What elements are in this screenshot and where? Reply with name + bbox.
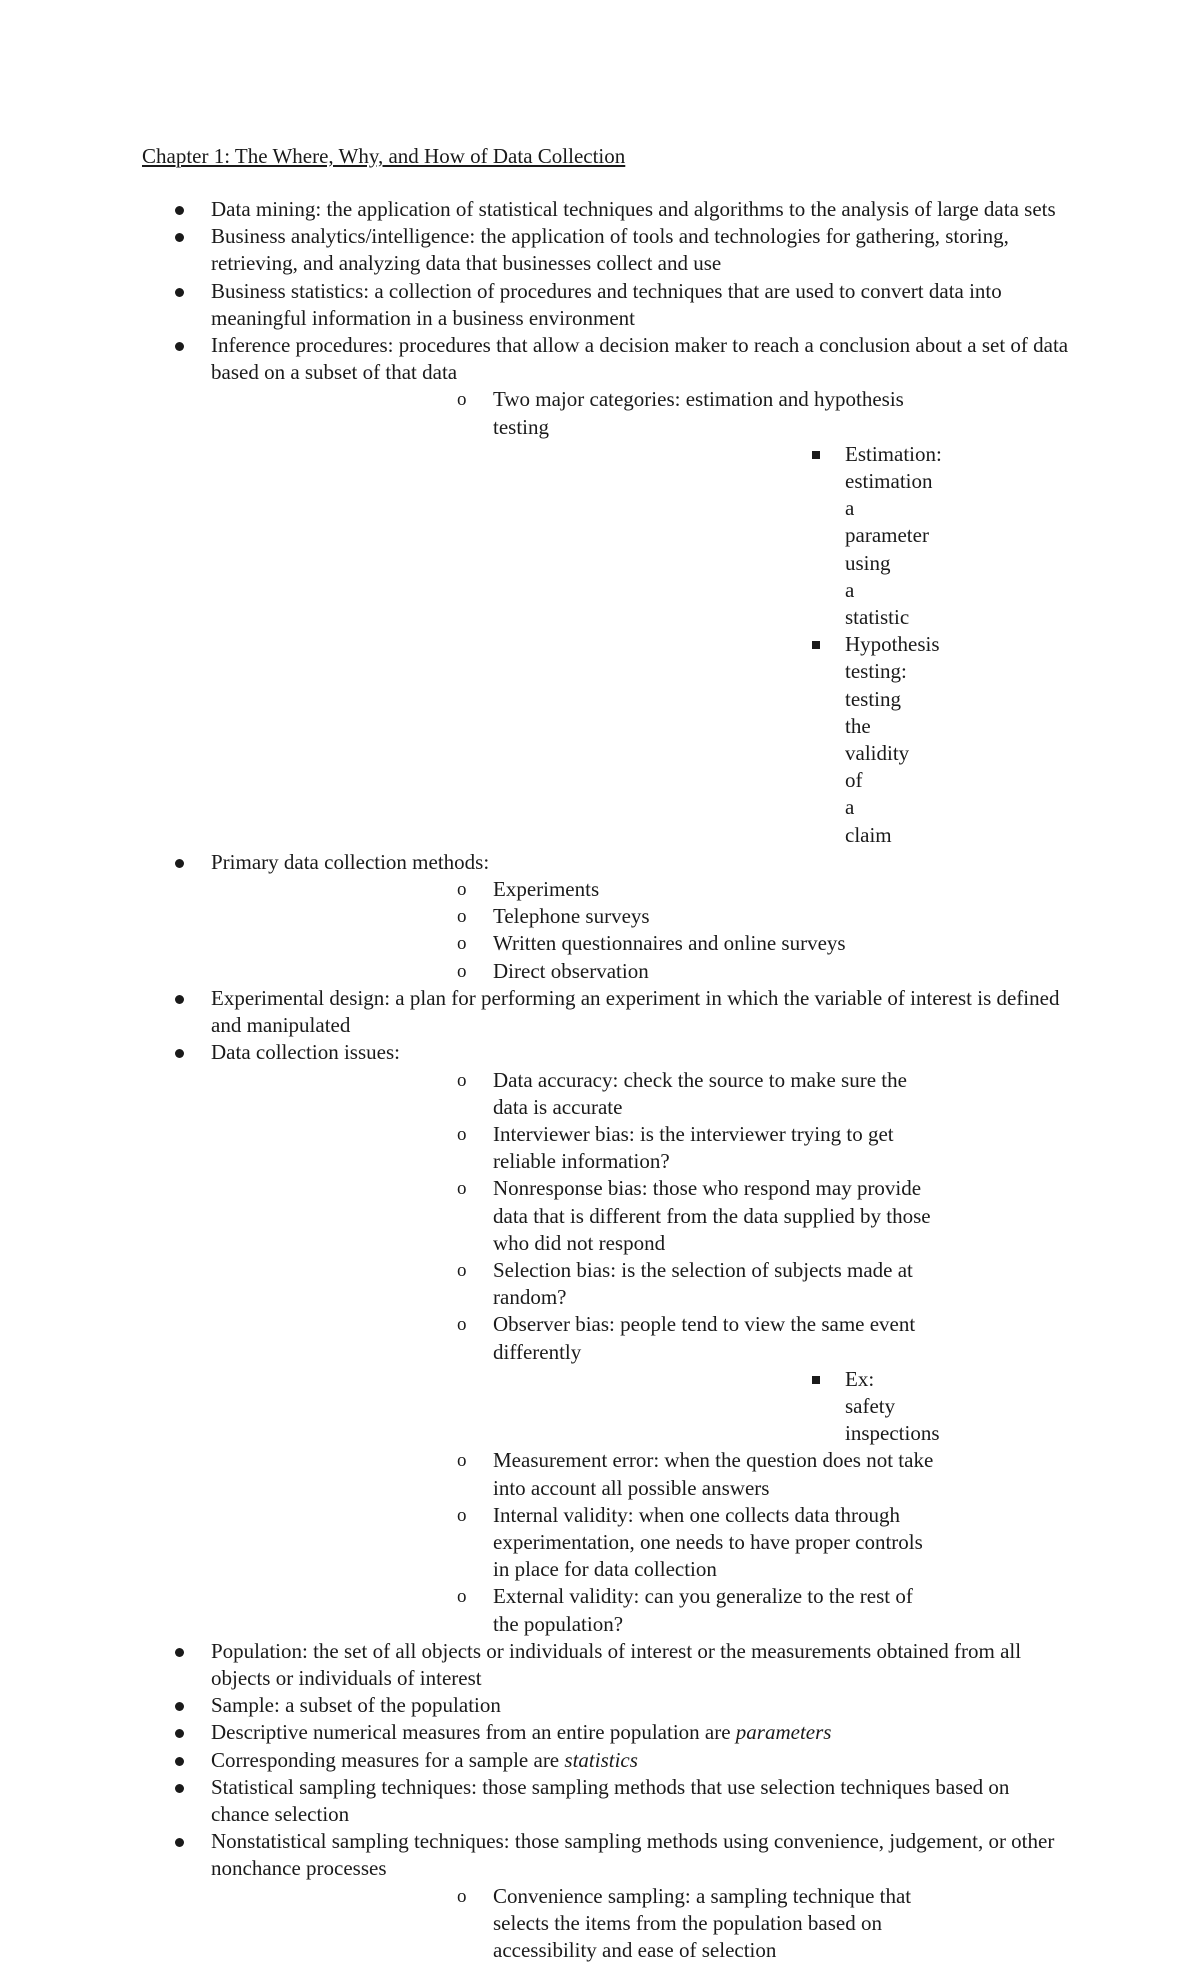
item-text: [493, 1175, 940, 1257]
item-text: [211, 1638, 1070, 1692]
bullet-icon: [173, 1719, 187, 1746]
item-text: [493, 386, 940, 440]
item-label: Experimental design: a plan for performing an experiment in which the variable of interest is defined and manipulated: [211, 985, 1060, 1038]
item-label: Measurement error: when the question does not take into account all possible answers: [493, 1448, 934, 1500]
item-label: Nonresponse bias: those who respond may provide data that is different from the data supplied by those who did not respond: [493, 1176, 931, 1255]
item-label: Experiments: [493, 877, 600, 902]
notes-outline: [0, 196, 1200, 1964]
item-text: [211, 223, 1070, 277]
circle-o-bullet-icon: o: [457, 879, 467, 901]
square-bullet-icon: [811, 1366, 823, 1393]
list-item-selection-bias: [211, 1257, 1070, 1311]
list-item-population: [0, 1638, 1200, 1692]
circle-o-bullet-icon: o: [457, 1586, 467, 1608]
item-text: [211, 1828, 1070, 1882]
circle-o-bullet-icon: o: [457, 389, 467, 411]
level-3-list: [493, 441, 940, 849]
list-item-primary-data-collection-methods: [0, 849, 1200, 985]
item-text: [211, 1719, 1070, 1746]
bullet-icon: [173, 196, 187, 223]
circle-o-bullet-icon: o: [457, 1259, 467, 1281]
item-label: Descriptive numerical measures from an entire population are: [211, 1720, 736, 1745]
list-item-ex: [493, 1366, 975, 1448]
item-text: [493, 1583, 940, 1637]
item-label: Convenience sampling: a sampling technique that selects the items from the population based on accessibility and ease of selection: [493, 1883, 912, 1962]
list-item-estimation: [493, 441, 975, 631]
item-label: Estimation: estimation a parameter using a statistic: [845, 441, 942, 630]
circle-o-bullet-icon: o: [457, 933, 467, 955]
item-label: Two major categories: estimation and hypothesis testing: [493, 387, 904, 439]
item-label: Ex: safety inspections: [845, 1366, 940, 1446]
list-item-convenience-sampling: [211, 1883, 1070, 1964]
item-text: [211, 1692, 1070, 1719]
item-text: [211, 1747, 1070, 1774]
item-label: Primary data collection methods:: [211, 849, 490, 874]
bullet-icon: [173, 1039, 187, 1066]
level-2-list: [211, 386, 1070, 848]
emphasized-term: statistics: [564, 1747, 638, 1772]
item-label: Interviewer bias: is the interviewer trying to get reliable information?: [493, 1121, 894, 1174]
list-item-sample: [0, 1692, 1200, 1719]
bullet-icon: [173, 849, 187, 876]
item-text: [493, 1067, 940, 1121]
item-label: Selection bias: is the selection of subjects made at random?: [493, 1257, 913, 1310]
item-text: [493, 1121, 940, 1175]
bullet-icon: [173, 1828, 187, 1855]
circle-o-bullet-icon: o: [457, 1450, 467, 1472]
circle-o-bullet-icon: o: [457, 1178, 467, 1200]
list-item-measurement-error: [211, 1447, 1070, 1501]
list-item-telephone-surveys: [211, 903, 1070, 930]
list-item-data-mining: [0, 196, 1200, 223]
list-item-internal-validity: [211, 1502, 1070, 1584]
list-item-statistical-sampling-techniques: [0, 1774, 1200, 1828]
bullet-icon: [173, 223, 187, 250]
list-item-inference-procedures: [0, 332, 1200, 849]
list-item-hypothesis-testing: [493, 631, 975, 849]
item-text: [211, 332, 1070, 386]
list-item-experiments: [211, 876, 1070, 903]
list-item-data-collection-issues: [0, 1039, 1200, 1637]
circle-o-bullet-icon: o: [457, 1123, 467, 1145]
level-2-list: [211, 1067, 1070, 1638]
list-item-business-analytics-intelligence: [0, 223, 1200, 277]
emphasized-term: parameters: [735, 1720, 832, 1745]
bullet-icon: [173, 278, 187, 305]
item-text: [493, 958, 940, 985]
circle-o-bullet-icon: o: [457, 1504, 467, 1526]
bullet-icon: [173, 1774, 187, 1801]
item-text: [211, 1039, 1070, 1066]
item-label: Data mining: the application of statistical techniques and algorithms to the analysis of large data sets: [211, 197, 1056, 221]
item-label: Data collection issues:: [211, 1040, 400, 1065]
item-label: External validity: can you generalize to the rest of the population?: [493, 1584, 913, 1636]
list-item-data-accuracy: [211, 1067, 1070, 1121]
item-label: Nonstatistical sampling techniques: those sampling methods using convenience, judgement, or other nonchance processes: [211, 1829, 1055, 1881]
item-label: Business analytics/intelligence: the application of tools and technologies for gathering, storing, retrieving, and analyzing data that businesses collect and use: [211, 224, 1009, 276]
level-3-list: [493, 1366, 940, 1448]
chapter-title: Chapter 1: The Where, Why, and How of Data Collection: [142, 144, 626, 168]
item-text: [211, 1774, 1070, 1828]
list-item-nonstatistical-sampling-techniques: [0, 1828, 1200, 1964]
item-label: Telephone surveys: [493, 904, 650, 929]
item-label: Hypothesis testing: testing the validity of a claim: [845, 632, 940, 847]
item-text: [493, 1502, 940, 1584]
list-item-written-questionnaires-and-online-survey: [211, 930, 1070, 957]
bullet-icon: [173, 985, 187, 1012]
item-label: Written questionnaires and online surveys: [493, 931, 846, 956]
item-text: [211, 196, 1070, 223]
square-bullet-icon: [811, 631, 823, 658]
level-2-list: [211, 876, 1070, 985]
item-text: [493, 1311, 940, 1365]
list-item-experimental-design: [0, 985, 1200, 1039]
item-text: [493, 1447, 940, 1501]
item-label: Observer bias: people tend to view the same event differently: [493, 1312, 916, 1364]
item-text: [211, 278, 1070, 332]
item-text: [493, 1883, 940, 1964]
item-label: Statistical sampling techniques: those sampling methods that use selection techniques based on chance selection: [211, 1774, 1010, 1826]
item-label: Direct observation: [493, 958, 649, 983]
item-text: [493, 876, 940, 903]
item-label: Inference procedures: procedures that allow a decision maker to reach a conclusion about a set of data based on a subset of that data: [211, 333, 1069, 385]
list-item-external-validity: [211, 1583, 1070, 1637]
level-2-list: [211, 1883, 1070, 1964]
list-item-direct-observation: [211, 958, 1070, 985]
item-text: [493, 903, 940, 930]
list-item-descriptive-numerical-measures-from-an-e: [0, 1719, 1200, 1746]
list-item-business-statistics: [0, 278, 1200, 332]
circle-o-bullet-icon: o: [457, 1885, 467, 1907]
item-label: Business statistics: a collection of procedures and techniques that are used to convert data into meaningful information in a business environment: [211, 278, 1002, 330]
list-item-two-major-categories: [211, 386, 1070, 848]
bullet-icon: [173, 1747, 187, 1774]
bullet-icon: [173, 332, 187, 359]
item-label: Sample: a subset of the population: [211, 1693, 501, 1718]
list-item-nonresponse-bias: [211, 1175, 1070, 1257]
circle-o-bullet-icon: o: [457, 1314, 467, 1336]
item-label: Data accuracy: check the source to make sure the data is accurate: [493, 1067, 907, 1119]
item-text: [211, 985, 1070, 1039]
list-item-observer-bias: [211, 1311, 1070, 1447]
bullet-icon: [173, 1692, 187, 1719]
square-bullet-icon: [811, 441, 823, 468]
item-text: [211, 849, 1070, 876]
circle-o-bullet-icon: o: [457, 960, 467, 982]
item-label: Corresponding measures for a sample are: [211, 1747, 565, 1772]
list-item-interviewer-bias: [211, 1121, 1070, 1175]
item-text: [493, 930, 940, 957]
item-label: Internal validity: when one collects data through experimentation, one needs to have proper controls in place for data collection: [493, 1502, 923, 1582]
list-item-corresponding-measures-for-a-sample-are: [0, 1747, 1200, 1774]
bullet-icon: [173, 1638, 187, 1665]
circle-o-bullet-icon: o: [457, 906, 467, 928]
circle-o-bullet-icon: o: [457, 1069, 467, 1091]
item-text: [493, 1257, 940, 1311]
item-label: Population: the set of all objects or individuals of interest or the measurements obtained from all objects or individuals of interest: [211, 1638, 1022, 1690]
